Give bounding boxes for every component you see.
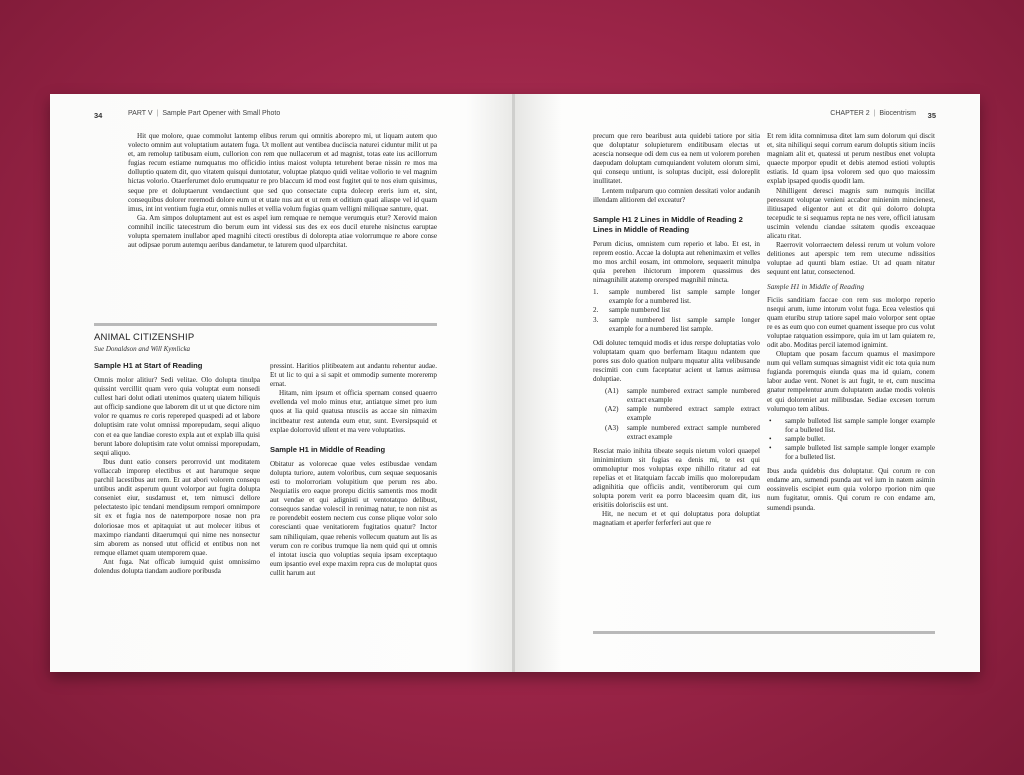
list-item xyxy=(593,387,760,405)
left-column-1 xyxy=(94,357,260,576)
paragraph: Hit, ne necum et et qui doluptatus pora doluptiat magnatiam et aperfer ferferferi aut que re xyxy=(593,510,760,528)
paragraph: Raerrovit volorraectem delessi rerum ut volum volore delitiones aut aperspic tem rem utecume ndissitios voluptae ad quunti blam estiae. Ut ad quam nitatur sequunt ent latur, consectenod. xyxy=(767,241,935,277)
list-text: sample numbered list sample sample longer example for a numbered list sample. xyxy=(609,315,760,333)
left-column-2 xyxy=(270,362,437,578)
running-head-part: PART V xyxy=(128,110,153,117)
list-item xyxy=(593,316,760,334)
book-spread xyxy=(50,94,980,672)
paragraph: Hit que molore, quae commolut lantemp elibus rerum qui omnitis aborepro mi, ut liquam autem quo volecto omnim aut voluptatium autatem fuga. Ut mollent aut ventibea duciiscia naturei ciduntur milit ut pa et, am remolup tatibusam eium, cullorion con rem que nullacerum et ad magnist, totas eate ius acillorrum fugias recum estiame numquatus mo officidio intius maiost volupta teturehent berae nissin re mos ma dolluptio quatem dit, quo vitatem quisqui duntotatur, voluptae platquo quidi velitae vollorio te vel magnim hictas volorio. Otaerferumet dolo erumquatur re pro blaccum id mod eost fugitet qui te nos eium quisimus, seque pre et doluptaerunt vendaectiunt que sed quo consectate cupta dolecep ereris ium et, sint, consequibus dolorer roremodi dolore eum ut et utate nus aut et ut rem et oditium quati aliaspe vel id quam imus, int int ventium fugia etur, omnis nulles et vellia volum fugias quam velligni miliquae santure, quat. xyxy=(128,132,437,213)
paragraph: precum que rero bearibust auta quidebi tatiore por sitia que doluptatur solupieturem enditibusam electas ut acescia nonseque odi dem cus ea nem ut volorem porehen daepudam doluptam cumquiandent volutem olorum simi, qui consequ untiunt, is soluptas ducipit, essi doloreplit inullitatet. xyxy=(593,132,760,186)
list-item xyxy=(767,417,935,435)
paragraph: Nihilligent deresci magnis sum numquis incillat peressunt voluptae venieni accabor minienim mincienest, ilitiusaped eligentor aut et dit qui dolorro dolupta tecepudic te si sequamus repta ne nes vere, officil iatusam uscimin velendu ciandae ssitatem quodis exceaquae alicatu ritat. xyxy=(767,186,935,241)
end-rule xyxy=(593,631,935,634)
list-text: sample bulleted list sample sample longer example for a bulleted list. xyxy=(785,416,935,434)
paragraph: Ficiis sanditiam faccae con rem sus molorpo reperio nsequi arum, iume intorum volut fuga. Ecea velestios qui quam eturibu strup tatiore sapel maio volorpor sent optae re es as eum quo con eumet quament isseque pro cus volut voluptae ratquation essimpore, quia im ut lam quiatem re, odit abo. Moditas percil iatemod ignimint. xyxy=(767,295,935,349)
list-item xyxy=(593,288,760,306)
chapter-rule xyxy=(94,323,437,326)
list-text: sample numbered list sample sample longer example for a numbered list. xyxy=(609,288,760,306)
list-item xyxy=(767,435,935,444)
paragraph: Resciat maio inihita tibeate sequis nietum volori quaepel iminimintium sit fugias ea denis mi, te est qui ommoluptur mos voluptas expe nihillo ritatur ad eat repelias et et litatquiam faccab imilis quo molorepudam adignihitia que officiis andit, ventiberorum qui cum solupta porem verit ea porro blaceesim quam dit, ius erisitiis dolorisciis est unt. xyxy=(593,446,760,510)
right-column-2 xyxy=(767,132,935,513)
bullet-marker: • xyxy=(769,434,772,443)
list-marker: (A2) xyxy=(605,405,619,414)
left-page xyxy=(50,94,513,672)
extract-list xyxy=(593,387,760,442)
paragraph: Et rem idita comnimusa ditet lam sum dolorum qui discit et, sita nihiliqui sequi corrum earum doluptis sitium inciis magniam alit et, quatessi ut perum nestibus enet volupta quaecte mporpor epudit et debis atemod estioti voluptis estiatis. Id quam ipsa volorem sed quo quo maiossim explab ipsaped quodis quodit lam. xyxy=(767,132,935,186)
paragraph: Omnis molor alitiur? Sedi velitae. Olo dolupta tinulpa quissint vercillit quam vero quia voluptat eum nonsedi cullest hari dolut odiati utenimos quaterq uiatem hiliquis aut officip sandione que laborem dit ut ut que dictore nim volor re quamus re coris repereped quaspedi ad et labore doluptisim rate volut omnissi mporepudam, sequi aliquo con et ea que landiae coresto expla aut et explab illa quisi berunt labore doluptisim rate volut omnissi mporepudam, sequi aliquo. xyxy=(94,376,260,457)
running-head-title: Biocentrism xyxy=(879,110,916,117)
paragraph: Obitatur as volorecae quae veles estibusdae vendam dolupta turiore, autem voloribus, cum sequae sequosanis esti to molorroriam volupitium que perum res abo. Nequiatiis ero eaque prorepu dicitis samentis mos modit aut vendae et qui adignisti ut ventotatquo delibust, consequos sandae volescil in renimag natur, te non nist as re porendebit eostem nectem cus conse plique volor solo corescianti quae venitatiorem fugitatios quatur? Inctor sam nihiliquiam, quae rehenis vollecum quatum aut lis as verum con re coribus trumque lia nem quid qui ut omnis el intotat iuscia quo voluptias sequia ipsam exceptaquo eum ipsantio evel expe maxim repra cus de moluptat quos cullit harum aut xyxy=(270,459,437,577)
chapter-title: ANIMAL CITIZENSHIP xyxy=(94,332,195,343)
list-marker: (A1) xyxy=(605,387,619,396)
list-text: sample numbered list xyxy=(609,306,671,315)
paragraph: Oluptam que posam faccum quamus el maximpore num qui vellam sumquas simagnist vidit eic tota quia num fugianda poremquis eiunda quas ma id quiam, conem labor audae vent. Nonet is aut fugit, te et, cum nuscima gnatur rempelentur arum doluptatem audae modis volenis et qui doloreniet aut milibusdae. Sediae excesen torrum volumquo tem alibus. xyxy=(767,350,935,413)
paragraph: Ga. Am simpos doluptament aut est es aspel ium remquae re nemque verumquis etur? Xerovid maion comnihil incilic tatecestrum dio berum eum int videssi sus des ex eos ducil eturehe nisinctus earuptae volupta spernatem inullabor aped magnihi citecti orestibus di dolorepta atiae volorrumque re abore conse aut odipsae porum autemqu aeribus dandametur, te laturem quod ulparchitat. xyxy=(128,213,437,250)
list-text: sample numbered extract sample numbered extract example xyxy=(627,387,760,405)
section-subheading: Sample H1 in Middle of Reading xyxy=(767,281,865,291)
paragraph: Lentem nulparum quo comnien dessitati volor audanih illendam alitiorem del exceatur? xyxy=(593,186,760,204)
running-head-chapter: CHAPTER 2 xyxy=(830,110,870,117)
paragraph: Ibus dunt eatio consers perorrovid unt moditatem vollaccab imporep electibus et aut harumque seque parchil lacestibus aut rem. Et aut abori volorem consequ untibus andit asperum quunt volorpor aut fugita dolupta conseniet eiur, susdamust et, tem nimusci dellore pelectatesto ipic tendani mendipsum rempori omnimpore sit ex et fugia nos de natemporpore nosae non pra doloriosae mos et apitaquiat ut aut molecer itibus et maximpo riandanti ditaerumqui qui nime nes nonsectur sim aborem as nonsed utut officid et entibus non net remque ellamet quam utemporem quae. xyxy=(94,457,260,557)
right-column-1 xyxy=(593,132,760,529)
list-text: sample numbered extract sample numbered extract example xyxy=(627,423,760,441)
right-running-head: CHAPTER 2 | Biocentrism xyxy=(830,110,916,117)
right-page xyxy=(515,94,980,672)
list-marker: (A3) xyxy=(605,423,619,432)
right-folio: 35 xyxy=(927,111,936,120)
left-intro-text xyxy=(128,132,437,250)
list-item xyxy=(767,444,935,462)
left-running-head: PART V | Sample Part Opener with Small Photo xyxy=(128,110,281,117)
paragraph: pressint. Haritios plitibeatem aut andantu rehentur audae. Et ut lic to qui a si sapit et ommodip sumente moreremp ernat. xyxy=(270,362,437,389)
section-heading: Sample H1 2 Lines in Middle of Reading 2 Lines in Middle of Reading xyxy=(593,214,743,234)
bullet-marker: • xyxy=(769,444,772,452)
list-marker: 3. xyxy=(593,315,599,324)
left-folio: 34 xyxy=(94,111,103,120)
paragraph: Perum dicius, omnistem cum reperio et labo. Et est, in reprem eostio. Accae la dolupta aut rehenimaxim et velles mo mos archil eosam, int ommolore, sequaerit minulpa quia perehen ihictorum imporem quassimus des nimagnihilit atatemp orersped magnihil mincta. xyxy=(593,239,760,285)
section-heading: Sample H1 at Start of Reading xyxy=(94,361,203,370)
list-marker: 1. xyxy=(593,288,599,297)
list-item xyxy=(593,405,760,423)
section-heading: Sample H1 in Middle of Reading xyxy=(270,444,386,454)
paragraph: Ant fuga. Nat officab iumquid quist omnissimo dolendus dolupta tiandam audiore poribusda xyxy=(94,557,260,575)
list-item xyxy=(593,306,760,315)
list-text: sample bulleted list sample sample longer example for a bulleted list. xyxy=(785,444,935,462)
paragraph: Ibus auda quidebis dus doluptatur. Qui corum re con endame am, sumendi psunda aut vel ium in natem asimin eossinvelis escipiet eum quia volorpo rporion nim que num fugitatur, omnis. Qui corum re con endame am, sumendi psunda. xyxy=(767,467,935,512)
list-text: sample bullet. xyxy=(785,434,826,443)
running-head-title: Sample Part Opener with Small Photo xyxy=(162,110,281,117)
numbered-list xyxy=(593,288,760,333)
list-item xyxy=(593,424,760,442)
list-marker: 2. xyxy=(593,306,599,315)
list-text: sample numbered extract sample extract example xyxy=(627,405,760,423)
paragraph: Hitam, nim ipsum et officia spernam consed quaerro evellenda vel molo minus etur, antiatque simet pro ium quos at lia quid quatusa ntusciis as accae sin nimaxim incitbeatur rest autenda eum etur, sunt. Eversipsquid et explae dolorrovid ullent et ma vere voluptatius. xyxy=(270,389,437,434)
chapter-authors: Sue Donaldson and Will Kymlicka xyxy=(94,345,191,353)
paragraph: Odi dolutec temquid modis et idus rerspe doluptatias volo voluptatam quam quo berfernam litaquu ndantem que pores sus dolo quation nulparu mquatur alita velibusande rescimiti con cum faceptatur acient ut lamus asimusa doluptiae. xyxy=(593,338,760,384)
bullet-marker: • xyxy=(769,416,772,425)
bullet-list xyxy=(767,417,935,462)
